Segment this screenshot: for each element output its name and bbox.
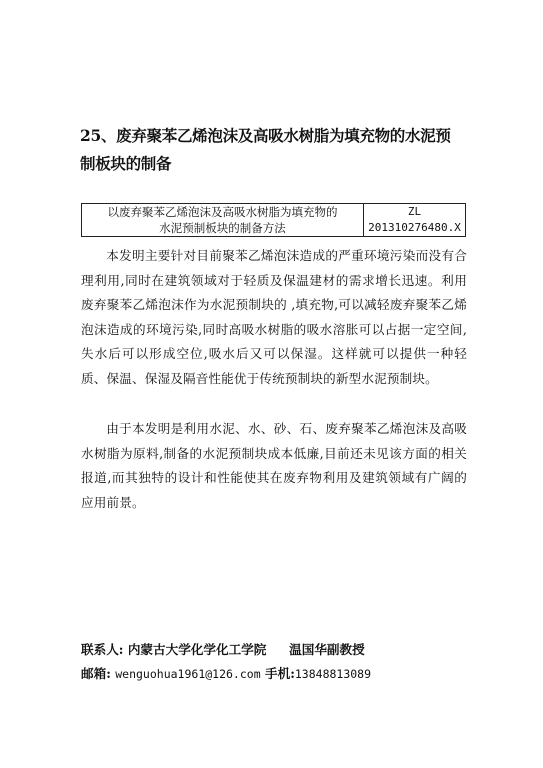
patent-number: 201310276480.X xyxy=(368,221,461,234)
contact-person-row xyxy=(81,638,511,662)
patent-number-cell xyxy=(364,204,466,237)
patent-name-line-2: 水泥预制板块的制备方法 xyxy=(159,221,286,235)
contact-person: 温国华副教授 xyxy=(289,642,365,657)
document-title: 25、废弃聚苯乙烯泡沫及高吸水树脂为填充物的水泥预制板块的制备 xyxy=(80,126,451,173)
patent-info-table xyxy=(81,203,466,237)
contact-block xyxy=(81,638,511,686)
phone-number: 13848813089 xyxy=(294,667,372,681)
email-label: 邮箱: xyxy=(81,666,111,681)
contact-email-row xyxy=(81,662,511,686)
patent-name-cell xyxy=(82,204,364,237)
phone-label: 手机: xyxy=(265,666,295,681)
body-paragraph-1: 本发明主要针对目前聚苯乙烯泡沫造成的严重环境污染而没有合理利用,同时在建筑领域对于轻质及保温建材的需求增长迅速。利用废弃聚苯乙烯泡沫作为水泥预制块的 ,填充物,可以减轻废弃聚苯乙烯泡沫造成的环境污染,同时高吸水树脂的吸水溶胀可以占据一定空间,失水后可以形成空位,吸水后又可以保湿。这样就可以提供一种轻质、保温、保湿及隔音性能优于传统预制块的新型水泥预制块。 xyxy=(81,248,467,386)
body-paragraph-2: 由于本发明是利用水泥、水、砂、石、废弃聚苯乙烯泡沫及高吸水树脂为原料,制备的水泥预制块成本低廉,目前还未见该方面的相关报道,而其独特的设计和性能使其在废弃物利用及建筑领域有广阔的应用前景。 xyxy=(81,421,467,510)
contact-label: 联系人: xyxy=(81,642,124,657)
table-row xyxy=(82,204,466,237)
patent-number-prefix: ZL xyxy=(407,205,422,218)
patent-name-line-1: 以废弃聚苯乙烯泡沫及高吸水树脂为填充物的 xyxy=(107,205,338,219)
email-address[interactable]: wenguohua1961@126.com xyxy=(115,667,261,681)
contact-organization: 内蒙古大学化学化工学院 xyxy=(127,642,267,657)
